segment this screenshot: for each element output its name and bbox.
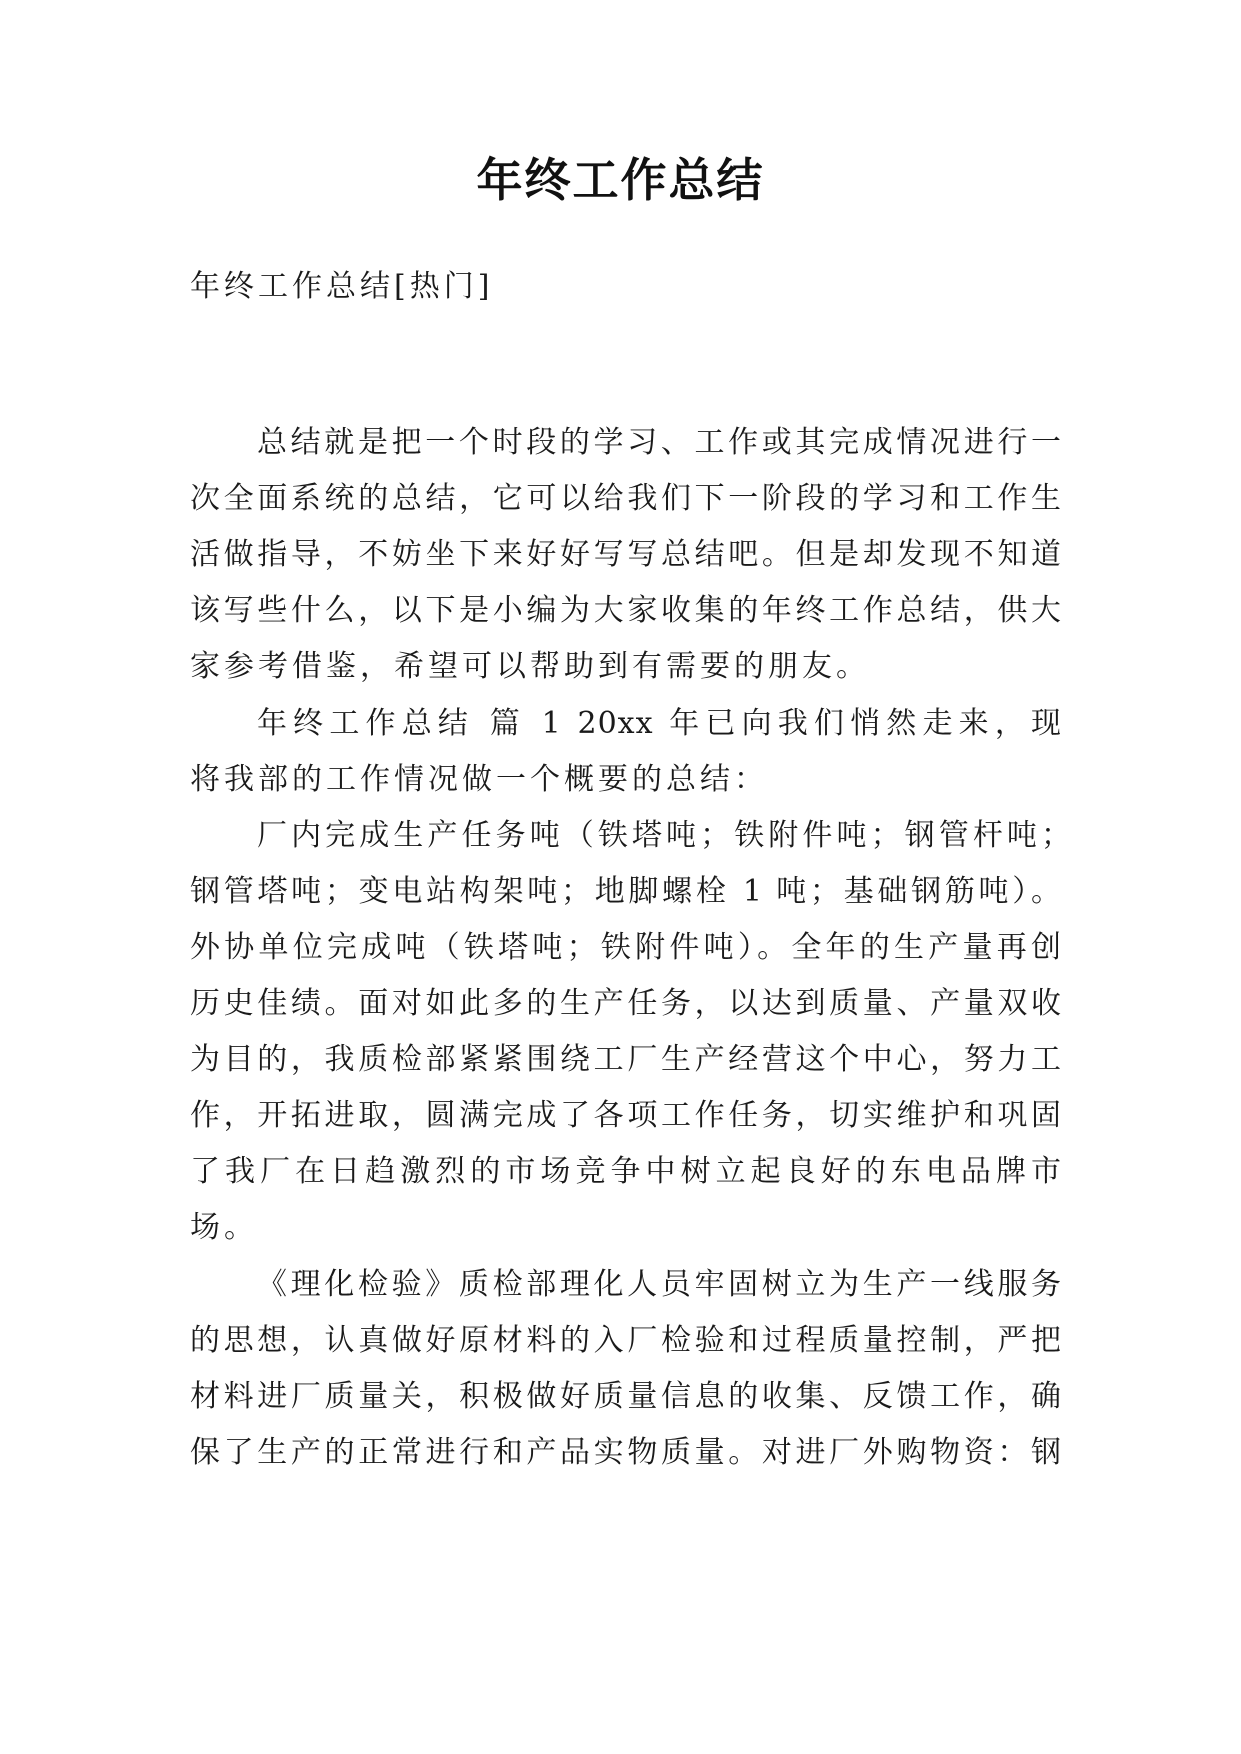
body-line: 为目的，我质检部紧紧围绕工厂生产经营这个中心，努力工 — [190, 1042, 1062, 1077]
document-subtitle: 年终工作总结[热门] — [190, 269, 494, 304]
body-line: 材料进厂质量关，积极做好质量信息的收集、反馈工作，确 — [190, 1379, 1062, 1414]
body-line: 外协单位完成吨（铁塔吨；铁附件吨）。全年的生产量再创 — [190, 930, 1062, 965]
body-line: 作，开拓进取，圆满完成了各项工作任务，切实维护和巩固 — [190, 1098, 1062, 1133]
body-line: 了我厂在日趋激烈的市场竞争中树立起良好的东电品牌市 — [190, 1154, 1062, 1189]
body-line: 场。 — [190, 1210, 258, 1245]
body-line: 钢管塔吨；变电站构架吨；地脚螺栓 1 吨；基础钢筋吨）。 — [190, 874, 1062, 909]
body-line: 厂内完成生产任务吨（铁塔吨；铁附件吨；钢管杆吨； — [257, 818, 1072, 853]
body-line: 的思想，认真做好原材料的入厂检验和过程质量控制，严把 — [190, 1323, 1062, 1358]
body-line: 总结就是把一个时段的学习、工作或其完成情况进行一 — [257, 425, 1062, 460]
body-line: 活做指导，不妨坐下来好好写写总结吧。但是却发现不知道 — [190, 537, 1062, 572]
body-line: 次全面系统的总结，它可以给我们下一阶段的学习和工作生 — [190, 481, 1062, 516]
body-line: 保了生产的正常进行和产品实物质量。对进厂外购物资：钢 — [190, 1435, 1062, 1470]
body-line: 历史佳绩。面对如此多的生产任务，以达到质量、产量双收 — [190, 986, 1062, 1021]
body-line: 年终工作总结 篇 1 20xx 年已向我们悄然走来，现 — [257, 706, 1062, 741]
body-line: 家参考借鉴，希望可以帮助到有需要的朋友。 — [190, 649, 870, 684]
body-line: 该写些什么，以下是小编为大家收集的年终工作总结，供大 — [190, 593, 1062, 628]
document-title: 年终工作总结 — [476, 153, 765, 207]
body-line: 《理化检验》质检部理化人员牢固树立为生产一线服务 — [257, 1267, 1062, 1302]
body-line: 将我部的工作情况做一个概要的总结： — [190, 762, 768, 797]
